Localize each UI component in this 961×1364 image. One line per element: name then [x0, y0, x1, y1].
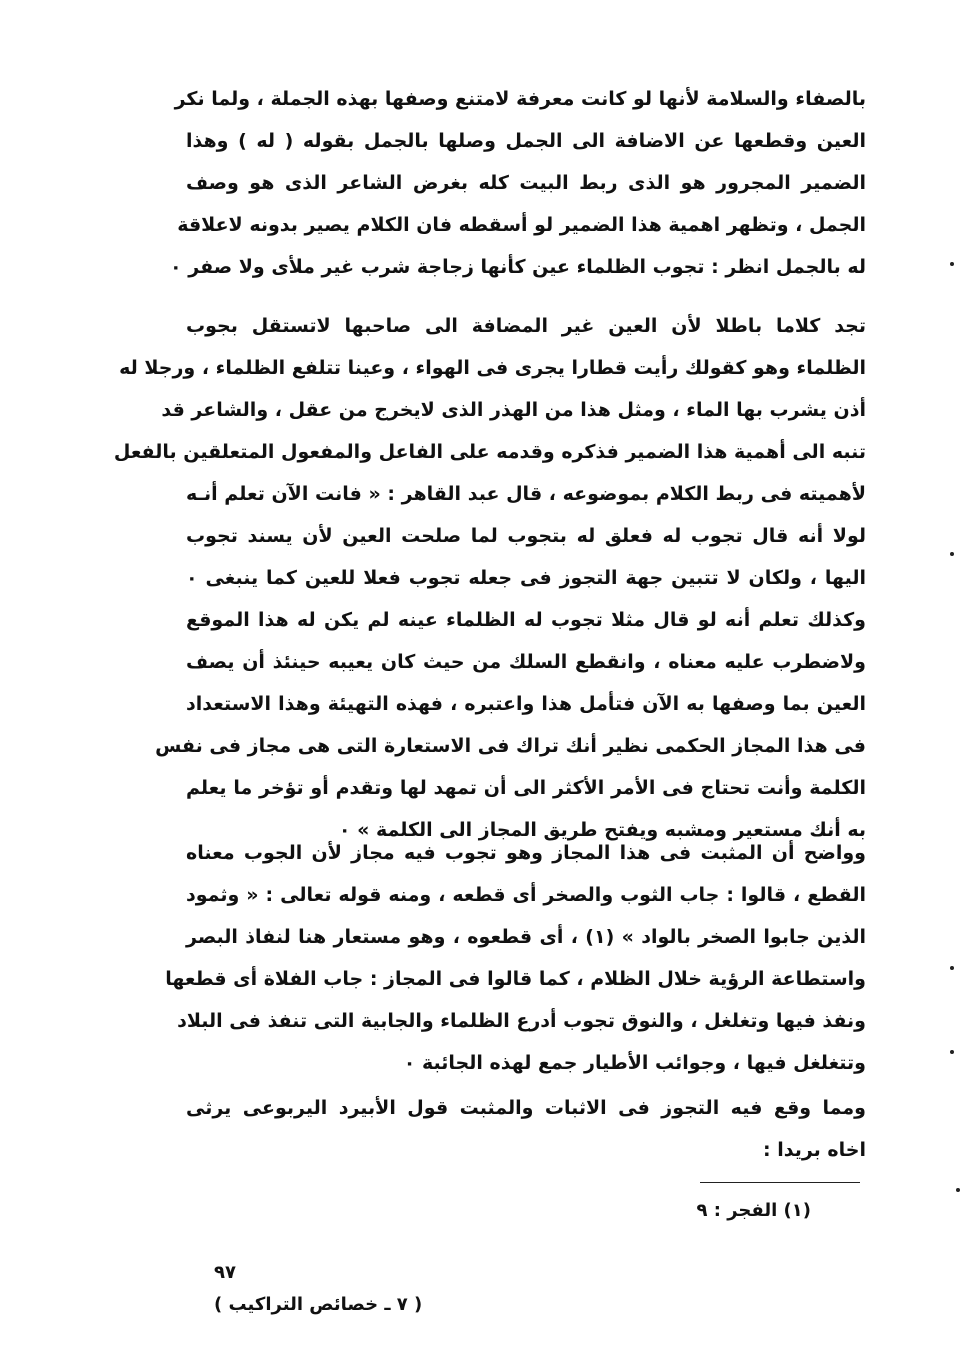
footnote: (١) الفجر : ٩ [696, 1200, 811, 1221]
text-line: وواضح أن المثبت فى هذا المجاز وهو تجوب فيه مجاز لأن الجوب معناه [186, 842, 866, 864]
text-line: أذن يشرب بها الماء ، ومثل هذا من الهذر الذى لايخرج من عقل ، والشاعر قد [161, 399, 866, 421]
text-line: ولاضطرب عليه معناه ، وانقطع السلك من حيث كان يعيبه حينئذ أن يصف [186, 651, 866, 673]
paragraph-4 [186, 1087, 866, 1171]
paragraph-3 [165, 832, 866, 1084]
text-line: تجد كلاما باطلا لأن العين غير المضافة الى صاحبها لاتستقل بجوب [186, 315, 866, 337]
paragraph-1 [170, 78, 866, 288]
text-line: به أنك مستعير ومشبه ويفتح طريق المجاز الى الكلمة » ٠ [338, 819, 866, 841]
text-line: وكذلك تعلم أنه لو قال مثلا تجوب له الظلماء عينه لم يكن له هذا الموقع [186, 609, 866, 631]
text-line: فى هذا المجاز الحكمى نظير أنك تراك فى الاستعارة التى هى مجاز فى نفس [155, 735, 866, 757]
text-line: القطع ، قالوا : جاب الثوب والصخر أى قطعه ، ومنه قوله تعالى : « وثمود [186, 884, 866, 906]
scan-speck [956, 1188, 960, 1192]
scan-speck [950, 1050, 954, 1054]
text-line: الكلمة وأنت تحتاج فى الأمر الأكثر الى أن تمهد لها وتقدم أو تؤخر ما يعلم [186, 777, 866, 799]
running-footer: ( ٧ ـ خصائص التراكيب ) [214, 1294, 423, 1315]
text-line: واستطاعة الرؤية خلال الظلام ، كما قالوا فى المجاز : جاب الفلاة أى قطعها [165, 968, 866, 990]
text-line: له بالجمل انظر : تجوب الظلماء عين كأنها زجاجة شرب غير ملأى ولا صفر ٠ [170, 256, 866, 278]
text-line: لولا أنه قال تجوب له فعلق له بتجوب لما صلحت العين لأن يسند تجوب [186, 525, 866, 547]
text-line: ونفذ فيها وتغلغل ، والنوق تجوب أدرع الظلماء والجابية التى تنفذ فى البلاد [177, 1010, 866, 1032]
footnote-divider [700, 1182, 860, 1183]
text-line: الجمل ، وتظهر اهمية هذا الضمير لو أسقطه فان الكلام يصير بدونه لاعلاقة [177, 214, 866, 236]
page-number: ٩٧ [214, 1262, 236, 1283]
paragraph-2 [113, 305, 866, 851]
text-line: وتتغلغل فيها ، وجوائب الأطيار جمع لهذه الجائبة ٠ [403, 1052, 866, 1074]
text-line: اليها ، ولكان لا تتبين جهة التجوز فى جعله تجوب فعلا للعين كما ينبغى ٠ [186, 567, 866, 589]
text-line: اخاه بريدا : [763, 1139, 866, 1161]
text-line: الضمير المجرور هو الذى ربط البيت كله بغرض الشاعر الذى هو وصف [186, 172, 866, 194]
text-line: لأهميته فى ربط الكلام بموضوعه ، قال عبد القاهر : « فانت الآن تعلم أنـه [186, 483, 866, 505]
text-line: العين بما وصفها به الآن فتأمل هذا واعتبره ، فهذه التهيئة وهذا الاستعداد [186, 693, 866, 715]
text-line: العين وقطعها عن الاضافة الى الجمل وصلها بالجمل بقوله ( له ) وهذا [186, 130, 866, 152]
text-line: بالصفاء والسلامة لأنها لو كانت معرفة لامتنع وصفها بهذه الجملة ، ولما نكر [174, 88, 866, 110]
text-line: الذين جابوا الصخر بالواد » (١) ، أى قطعوه ، وهو مستعار هنا لنفاذ البصر [186, 926, 866, 948]
scan-speck [950, 552, 954, 556]
scan-speck [950, 966, 954, 970]
text-line: ومما وقع فيه التجوز فى الاثبات والمثبت قول الأبيرد اليربوعى يرثى [186, 1097, 866, 1119]
text-line: تنبه الى أهمية هذا الضمير فذكره وقدمه على الفاعل والمفعول المتعلقين بالفعل [113, 441, 866, 463]
scan-speck [950, 262, 954, 266]
text-line: الظلماء وهو كقولك رأيت قطارا يجرى فى الهواء ، وعينا تتلفع الظلماء ، ورجلا له [119, 357, 866, 379]
